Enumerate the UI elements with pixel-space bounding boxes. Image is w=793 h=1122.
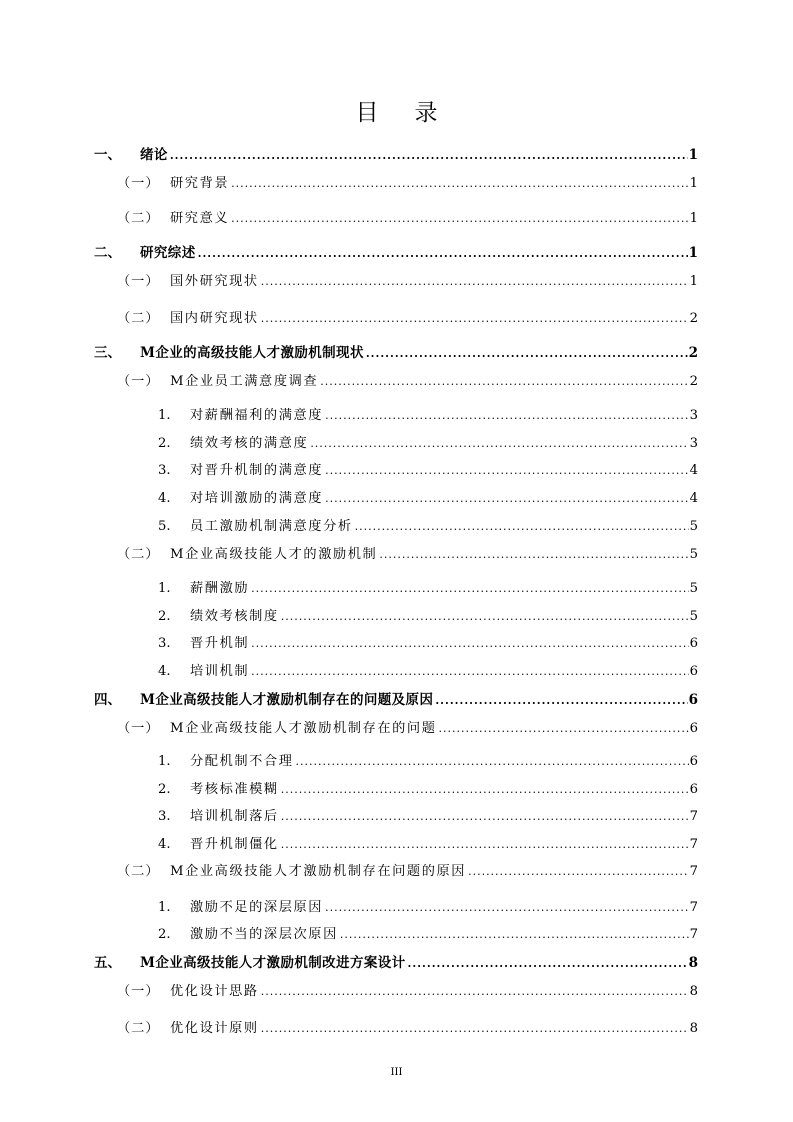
toc-entry-number: 四、: [94, 692, 121, 708]
toc-entry-title: 薪酬激励: [190, 581, 250, 596]
toc-entry-level-2[interactable]: [117, 270, 698, 290]
toc-entry-page-number: 7: [689, 837, 698, 852]
toc-entry-level-3[interactable]: [158, 459, 698, 479]
toc-entry-level-2[interactable]: [117, 207, 698, 227]
toc-dot-leader: [325, 409, 689, 422]
toc-entry-level-3[interactable]: [158, 605, 698, 625]
toc-entry-title: M企业高级技能人才激励机制存在问题的原因: [170, 864, 467, 879]
toc-entry-level-3[interactable]: [158, 577, 698, 597]
toc-entry-level-2[interactable]: [117, 370, 698, 390]
toc-dot-leader: [435, 694, 687, 707]
toc-dot-leader: [325, 901, 689, 914]
toc-entry-page-number: 8: [689, 984, 698, 999]
toc-entry-title: 绩效考核的满意度: [190, 436, 309, 451]
toc-entry-level-2[interactable]: [117, 1017, 698, 1037]
toc-dot-leader: [261, 312, 689, 325]
toc-entry-number: 一、: [94, 147, 121, 163]
toc-entry-number: （一）: [117, 274, 160, 289]
toc-entry-level-1[interactable]: [94, 688, 698, 708]
toc-dot-leader: [325, 464, 689, 477]
toc-entry-level-3[interactable]: [158, 778, 698, 798]
toc-dot-leader: [198, 247, 688, 260]
toc-entry-title: M企业员工满意度调查: [170, 374, 319, 389]
toc-entry-page-number: 6: [688, 692, 698, 708]
toc-entry-number: 二、: [94, 245, 121, 261]
toc-entry-page-number: 4: [689, 491, 698, 506]
toc-entry-page-number: 6: [689, 664, 698, 679]
toc-entry-level-3[interactable]: [158, 404, 698, 424]
toc-entry-page-number: 8: [689, 1021, 698, 1036]
toc-entry-title: 国外研究现状: [170, 274, 259, 289]
toc-dot-leader: [231, 212, 688, 225]
toc-entry-number: 5.: [158, 519, 171, 534]
toc-entry-level-1[interactable]: [94, 143, 698, 163]
toc-entry-number: （二）: [117, 211, 160, 226]
toc-entry-number: 4.: [158, 664, 171, 679]
toc-entry-level-2[interactable]: [117, 543, 698, 563]
toc-entry-title: 激励不当的深层次原因: [190, 927, 338, 942]
toc-entry-title: 绪论: [140, 147, 168, 163]
toc-dot-leader: [439, 722, 689, 735]
toc-entry-number: 2.: [158, 782, 171, 797]
toc-entry-number: 3.: [158, 463, 171, 478]
toc-entry-title: M企业高级技能人才激励机制改进方案设计: [140, 955, 406, 971]
toc-entry-page-number: 6: [689, 721, 698, 736]
toc-entry-title: 分配机制不合理: [190, 754, 294, 769]
toc-entry-level-1[interactable]: [94, 951, 698, 971]
toc-dot-leader: [379, 548, 688, 561]
toc-entry-page-number: 5: [689, 581, 698, 596]
toc-dot-leader: [261, 275, 689, 288]
toc-entry-page-number: 1: [688, 245, 698, 261]
toc-entry-page-number: 7: [689, 864, 698, 879]
toc-entry-page-number: 6: [689, 636, 698, 651]
toc-entry-number: 2.: [158, 927, 171, 942]
toc-entry-page-number: 6: [689, 782, 698, 797]
toc-entry-title: 员工激励机制满意度分析: [190, 519, 353, 534]
toc-dot-leader: [251, 637, 688, 650]
toc-dot-leader: [170, 149, 688, 162]
toc-entry-title: 对晋升机制的满意度: [190, 463, 324, 478]
toc-entry-number: （二）: [117, 1021, 160, 1036]
toc-entry-number: （一）: [117, 984, 160, 999]
toc-entry-level-3[interactable]: [158, 750, 698, 770]
toc-entry-level-3[interactable]: [158, 432, 698, 452]
toc-entry-page-number: 3: [689, 436, 698, 451]
toc-entry-page-number: 6: [689, 754, 698, 769]
toc-dot-leader: [296, 755, 689, 768]
toc-entry-page-number: 7: [689, 809, 698, 824]
toc-entry-title: 对培训激励的满意度: [190, 491, 324, 506]
toc-entry-number: 4.: [158, 837, 171, 852]
toc-dot-leader: [366, 347, 688, 360]
toc-entry-number: 2.: [158, 609, 171, 624]
toc-entry-page-number: 2: [689, 311, 698, 326]
toc-entry-page-number: 2: [689, 374, 698, 389]
toc-entry-level-2[interactable]: [117, 307, 698, 327]
toc-entry-number: （二）: [117, 547, 160, 562]
toc-entry-number: （一）: [117, 721, 160, 736]
toc-entry-title: 激励不足的深层原因: [190, 900, 324, 915]
toc-entry-title: 优化设计原则: [170, 1021, 259, 1036]
toc-dot-leader: [310, 437, 688, 450]
toc-entry-page-number: 4: [689, 463, 698, 478]
toc-entry-page-number: 1: [689, 211, 698, 226]
toc-dot-leader: [408, 957, 688, 970]
toc-dot-leader: [281, 810, 689, 823]
toc-entry-level-2[interactable]: [117, 980, 698, 1000]
toc-entry-page-number: 7: [689, 900, 698, 915]
toc-entry-level-3[interactable]: [158, 923, 698, 943]
toc-dot-leader: [261, 985, 689, 998]
toc-entry-title: M企业的高级技能人才激励机制现状: [140, 345, 364, 361]
toc-entry-title: 晋升机制僵化: [190, 837, 279, 852]
toc-entry-title: 培训机制落后: [190, 809, 279, 824]
toc-entry-level-2[interactable]: [117, 860, 698, 880]
toc-entry-number: 4.: [158, 491, 171, 506]
toc-dot-leader: [231, 177, 688, 190]
toc-entry-page-number: 1: [689, 274, 698, 289]
toc-entry-title: 对薪酬福利的满意度: [190, 408, 324, 423]
toc-entry-number: （二）: [117, 311, 160, 326]
toc-entry-page-number: 3: [689, 408, 698, 423]
toc-entry-page-number: 1: [688, 147, 698, 163]
toc-dot-leader: [320, 375, 688, 388]
toc-dot-leader: [468, 865, 689, 878]
toc-entry-number: 1.: [158, 900, 171, 915]
toc-dot-leader: [251, 582, 688, 595]
toc-entry-level-2[interactable]: [117, 717, 698, 737]
page-number-footer: III: [390, 1067, 403, 1078]
toc-entry-level-3[interactable]: [158, 487, 698, 507]
toc-entry-page-number: 7: [689, 927, 698, 942]
toc-entry-title: 培训机制: [190, 664, 250, 679]
toc-entry-level-3[interactable]: [158, 660, 698, 680]
toc-entry-level-3[interactable]: [158, 805, 698, 825]
toc-dot-leader: [281, 838, 689, 851]
toc-entry-number: 1.: [158, 581, 171, 596]
toc-dot-leader: [340, 928, 689, 941]
toc-entry-page-number: 1: [689, 176, 698, 191]
toc-entry-title: M企业高级技能人才激励机制存在的问题: [170, 721, 437, 736]
toc-entry-title: 国内研究现状: [170, 311, 259, 326]
toc-entry-number: 三、: [94, 345, 121, 361]
toc-dot-leader: [281, 610, 689, 623]
toc-entry-title: 考核标准模糊: [190, 782, 279, 797]
toc-entry-page-number: 5: [689, 609, 698, 624]
toc-dot-leader: [251, 665, 688, 678]
toc-entry-title: 优化设计思路: [170, 984, 259, 999]
toc-entry-page-number: 2: [688, 345, 698, 361]
toc-entry-level-3[interactable]: [158, 833, 698, 853]
toc-entry-title: M企业高级技能人才的激励机制: [170, 547, 378, 562]
toc-entry-title: M企业高级技能人才激励机制存在的问题及原因: [140, 692, 434, 708]
toc-entry-title: 研究综述: [140, 245, 196, 261]
toc-entry-level-1[interactable]: [94, 341, 698, 361]
toc-entry-number: （二）: [117, 864, 160, 879]
page-title: 目录: [355, 100, 474, 126]
toc-entry-page-number: 8: [688, 955, 698, 971]
toc-entry-level-1[interactable]: [94, 241, 698, 261]
toc-entry-number: 2.: [158, 436, 171, 451]
toc-dot-leader: [261, 1022, 689, 1035]
toc-entry-level-3[interactable]: [158, 632, 698, 652]
toc-entry-level-3[interactable]: [158, 515, 698, 535]
toc-entry-level-2[interactable]: [117, 172, 698, 192]
toc-entry-title: 晋升机制: [190, 636, 250, 651]
toc-entry-number: （一）: [117, 374, 160, 389]
toc-entry-number: 五、: [94, 955, 121, 971]
toc-entry-title: 绩效考核制度: [190, 609, 279, 624]
toc-dot-leader: [355, 520, 689, 533]
toc-entry-number: 1.: [158, 408, 171, 423]
toc-dot-leader: [325, 492, 689, 505]
toc-entry-number: 1.: [158, 754, 171, 769]
toc-dot-leader: [281, 783, 689, 796]
toc-entry-level-3[interactable]: [158, 896, 698, 916]
toc-entry-page-number: 5: [689, 547, 698, 562]
toc-entry-page-number: 5: [689, 519, 698, 534]
toc-entry-number: 3.: [158, 636, 171, 651]
toc-entry-number: 3.: [158, 809, 171, 824]
toc-entry-title: 研究背景: [170, 176, 230, 191]
toc-entry-number: （一）: [117, 176, 160, 191]
toc-entry-title: 研究意义: [170, 211, 230, 226]
